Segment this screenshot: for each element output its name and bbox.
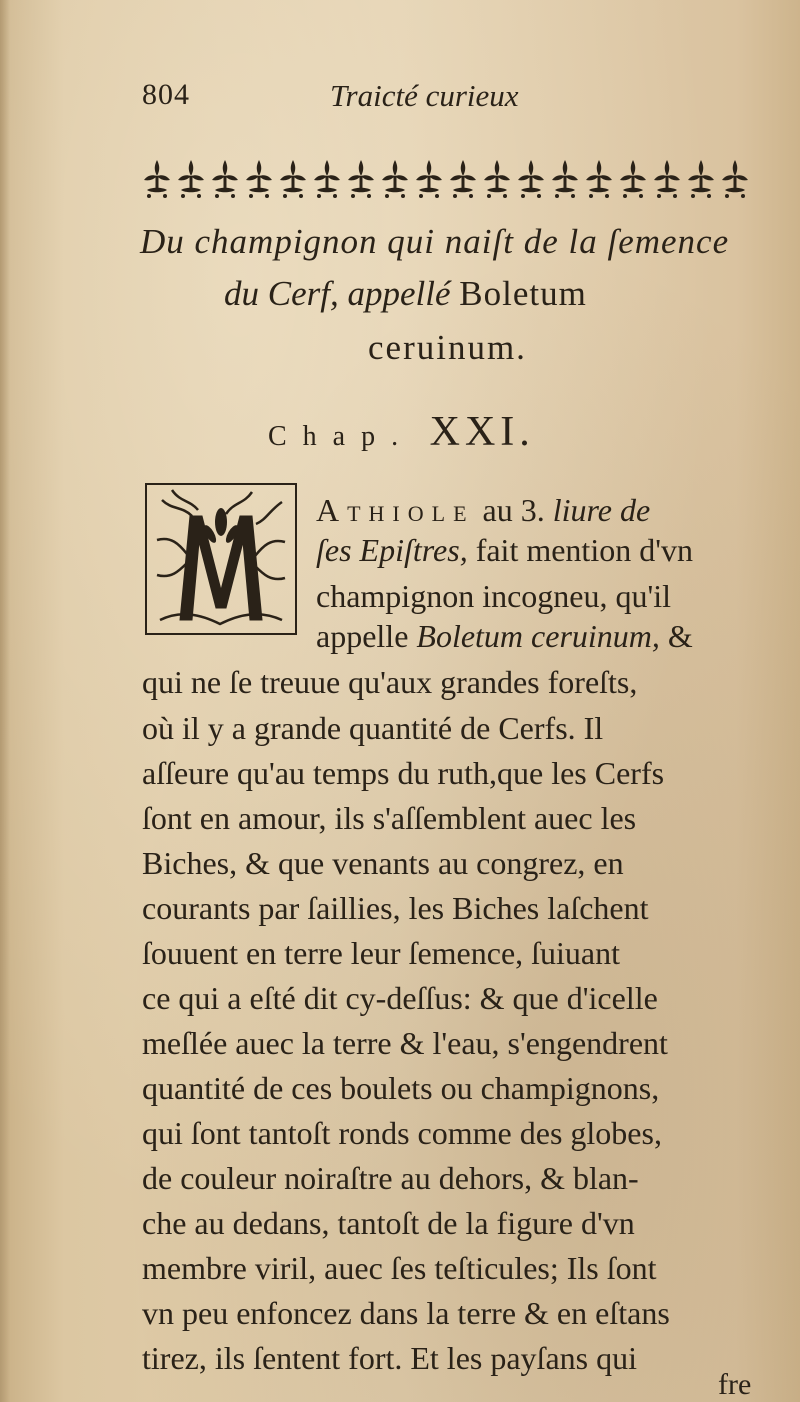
body-line-13: meſlée auec la terre & l'eau, s'engendrent: [142, 1025, 668, 1061]
title-line-2: [224, 274, 587, 314]
chapter-word: Chap.: [268, 421, 415, 452]
body-line-10: courants par ſaillies, les Biches laſchent: [142, 890, 649, 926]
body-line-2-italic: ſes Epiſtres,: [316, 532, 468, 568]
body-line-1-italic: liure de: [552, 492, 651, 528]
title-line-3: ceruinum.: [368, 328, 527, 367]
body-line-17: che au dedans, tantoſt de la figure d'vn: [142, 1205, 635, 1241]
body-line-7: aſſeure qu'au temps du ruth,que les Cerfs: [142, 755, 665, 791]
body-line-3: champignon incogneu, qu'il: [316, 578, 672, 614]
title-line-1: Du champignon qui naiſt de la ſemence: [140, 222, 730, 261]
body-line-12: ce qui a eſté dit cy-deſſus: & que d'icelle: [142, 980, 658, 1016]
author-name: Athiole: [316, 492, 475, 528]
running-title: Traicté curieux: [330, 78, 519, 113]
body-line-15: qui ſont tantoſt ronds comme des globes,: [142, 1115, 662, 1151]
body-line-19: vn peu enfoncez dans la terre & en eſtans: [142, 1295, 670, 1331]
fleuron-border-icon: [143, 152, 763, 212]
body-line-9: Biches, & que venants au congrez, en: [142, 845, 624, 881]
title-line-2-roman: Boletum: [459, 274, 587, 313]
body-line-2-roman: fait mention d'vn: [475, 532, 693, 568]
body-line-8: ſont en amour, ils s'aſſemblent auec les: [142, 800, 637, 836]
body-line-4: [316, 618, 693, 655]
body-line-1: [316, 492, 650, 529]
chapter-heading: [268, 408, 535, 456]
decorated-initial-m-icon: [142, 480, 300, 640]
running-header: [142, 78, 702, 128]
body-line-11: ſouuent en terre leur ſemence, ſuiuant: [142, 935, 621, 971]
page-number: 804: [142, 78, 190, 111]
body-line-20: tirez, ils ſentent fort. Et les payſans qui: [142, 1340, 637, 1376]
body-line-4-roman: appelle: [316, 618, 409, 654]
page-edge-shadow: [0, 0, 10, 1402]
body-line-18: membre viril, auec ſes teſticules; Ils ſont: [142, 1250, 657, 1286]
body-line-6: où il y a grande quantité de Cerfs. Il: [142, 710, 604, 746]
catchword: fre: [718, 1368, 752, 1401]
body-line-16: de couleur noiraſtre au dehors, & blan-: [142, 1160, 639, 1196]
chapter-number: XXI.: [429, 409, 535, 455]
body-line-4-end: &: [667, 618, 693, 654]
title-line-2-italic: du Cerf, appellé: [224, 274, 451, 313]
body-line-1-roman: au 3.: [482, 492, 545, 528]
body-line-5: qui ne ſe treuue qu'aux grandes foreſts,: [142, 664, 638, 700]
body-line-4-italic: Boletum ceruinum,: [416, 618, 660, 654]
body-line-14: quantité de ces boulets ou champignons,: [142, 1070, 660, 1106]
body-line-2: [316, 532, 693, 569]
